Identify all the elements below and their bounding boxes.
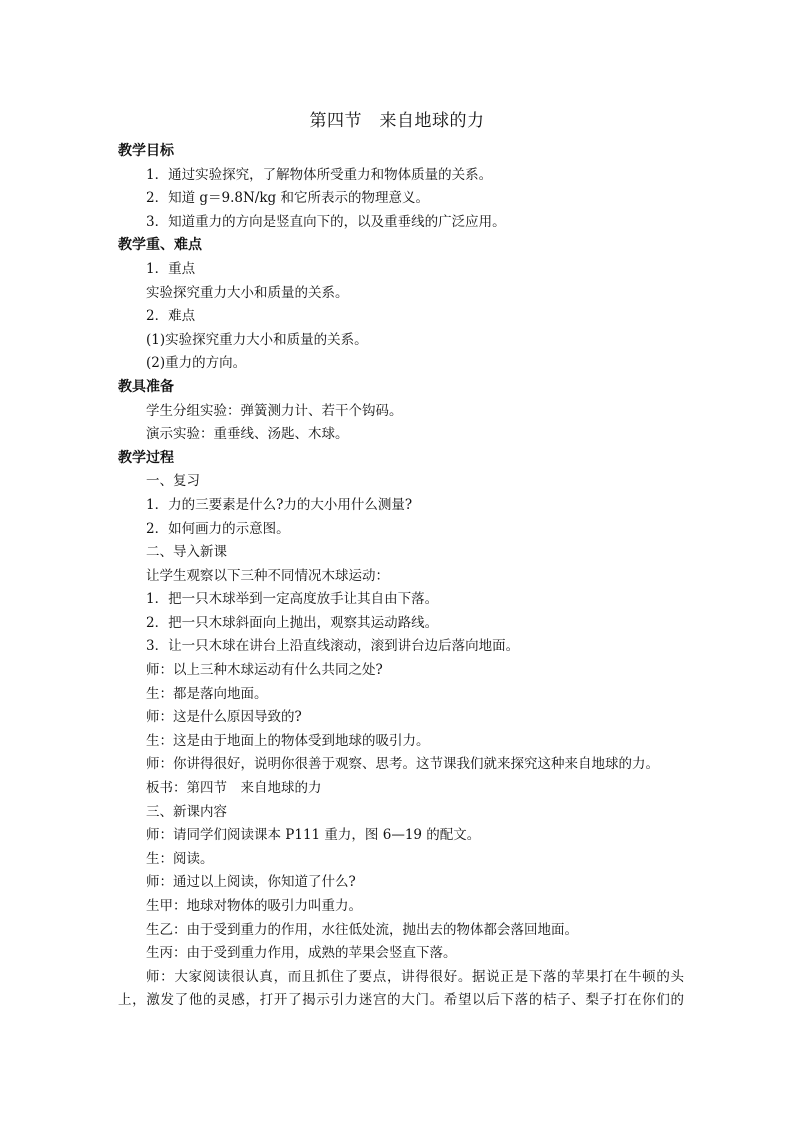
section-heading: 教学过程 bbox=[118, 449, 174, 466]
body-text-line: 演示实验：重垂线、汤匙、木球。 bbox=[146, 426, 349, 443]
body-text-line: 2．知道 g＝9.8N/kg 和它所表示的物理意义。 bbox=[146, 190, 429, 207]
body-text-line: 生：阅读。 bbox=[146, 850, 214, 867]
body-text-line: 上，激发了他的灵感，打开了揭示引力迷宫的大门。希望以后下落的桔子、梨子打在你们的 bbox=[118, 992, 684, 1009]
body-text-line: 3．知道重力的方向是竖直向下的，以及重垂线的广泛应用。 bbox=[146, 213, 506, 230]
section-heading: 教具准备 bbox=[118, 378, 174, 395]
body-text-line: 师：以上三种木球运动有什么共同之处? bbox=[146, 662, 383, 679]
document-body bbox=[118, 140, 684, 1013]
body-text-line: 3．让一只木球在讲台上沿直线滚动，滚到讲台边后落向地面。 bbox=[146, 638, 520, 655]
page-title: 第四节 来自地球的力 bbox=[309, 111, 485, 131]
body-text-line: 2．难点 bbox=[146, 308, 196, 325]
body-text-line: 师：这是什么原因导致的? bbox=[146, 709, 302, 726]
body-text-line: 学生分组实验：弹簧测力计、若干个钩码。 bbox=[146, 402, 403, 419]
body-text-line: 师：大家阅读很认真，而且抓住了要点，讲得很好。据说正是下落的苹果打在牛顿的头 bbox=[146, 968, 684, 985]
body-text-line: (1)实验探究重力大小和质量的关系。 bbox=[146, 331, 368, 348]
body-text-line: 1．重点 bbox=[146, 260, 196, 277]
body-text-line: 师：你讲得很好，说明你很善于观察、思考。这节课我们就来探究这种来自地球的力。 bbox=[146, 756, 659, 773]
body-text-line: 生：都是落向地面。 bbox=[146, 685, 268, 702]
body-text-line: 师：通过以上阅读，你知道了什么? bbox=[146, 874, 356, 891]
body-text-line: 生：这是由于地面上的物体受到地球的吸引力。 bbox=[146, 732, 430, 749]
body-text-line: 1．把一只木球举到一定高度放手让其自由下落。 bbox=[146, 591, 439, 608]
body-text-line: 生甲：地球对物体的吸引力叫重力。 bbox=[146, 898, 362, 914]
body-text-line: 实验探究重力大小和质量的关系。 bbox=[146, 284, 349, 301]
section-heading: 教学目标 bbox=[118, 143, 174, 159]
section-heading: 教学重、难点 bbox=[118, 237, 202, 254]
body-text-line: 2．如何画力的示意图。 bbox=[146, 520, 290, 537]
body-text-line: 生丙：由于受到重力作用，成熟的苹果会竖直下落。 bbox=[146, 945, 457, 962]
body-text-line: 三、新课内容 bbox=[146, 803, 227, 820]
body-text-line: 生乙：由于受到重力的作用，水往低处流，抛出去的物体都会落回地面。 bbox=[146, 921, 578, 938]
body-text-line: (2)重力的方向。 bbox=[146, 355, 247, 372]
body-text-line: 板书：第四节 来自地球的力 bbox=[146, 780, 322, 797]
body-text-line: 让学生观察以下三种不同情况木球运动： bbox=[146, 567, 389, 584]
body-text-line: 1．通过实验探究，了解物体所受重力和物体质量的关系。 bbox=[146, 166, 493, 183]
body-text-line: 师：请同学们阅读课本 P111 重力，图 6—19 的配文。 bbox=[146, 827, 481, 844]
body-text-line: 一、复习 bbox=[146, 473, 200, 490]
body-text-line: 2．把一只木球斜面向上抛出，观察其运动路线。 bbox=[146, 614, 439, 631]
body-text-line: 1．力的三要素是什么?力的大小用什么测量? bbox=[146, 496, 413, 513]
body-text-line: 二、导入新课 bbox=[146, 544, 227, 561]
